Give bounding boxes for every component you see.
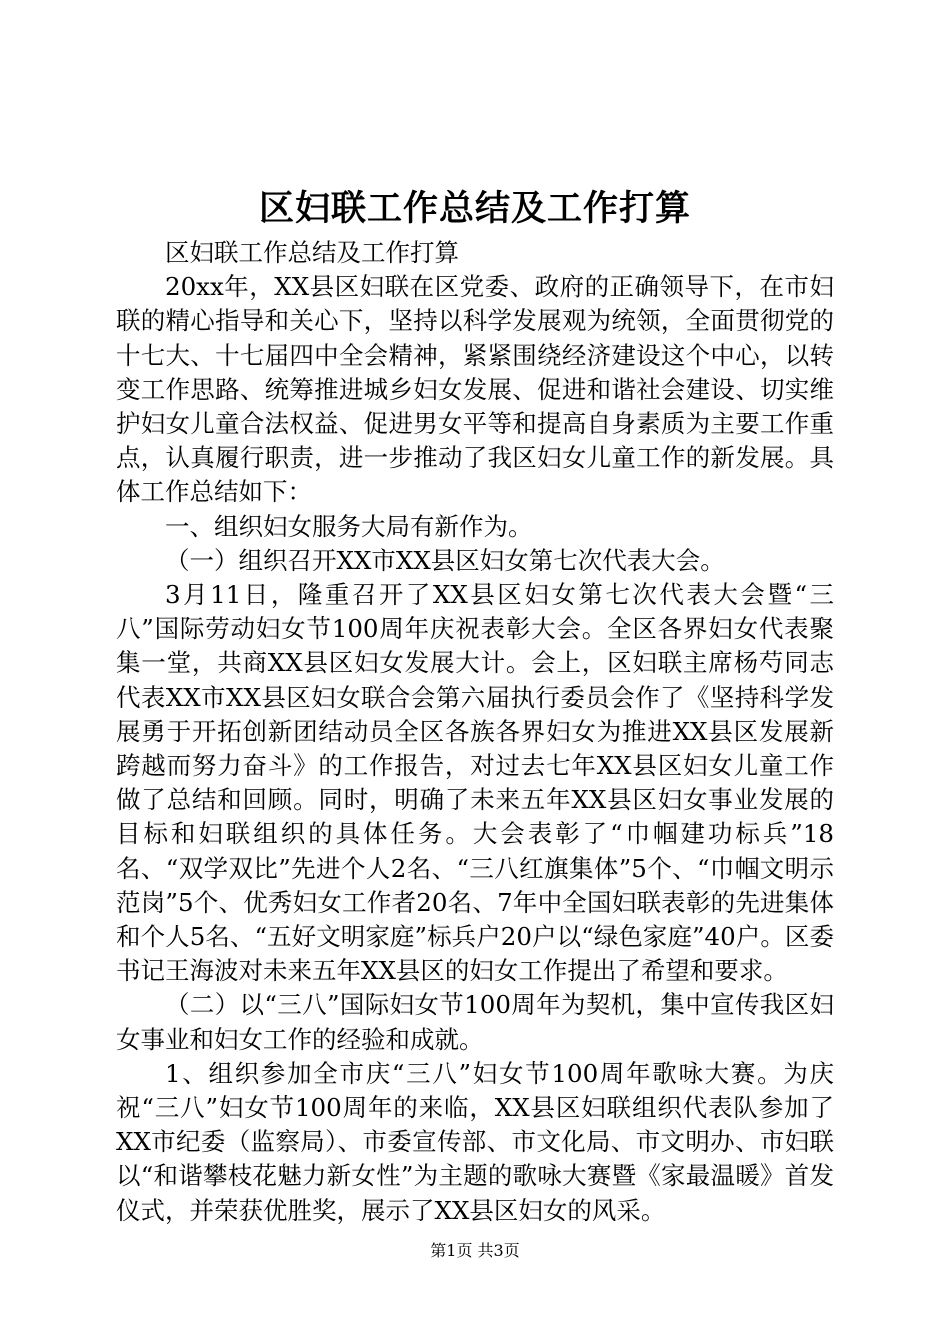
document-body <box>116 236 834 1228</box>
paragraph-subtitle: 区妇联工作总结及工作打算 <box>165 238 459 267</box>
paragraph-congress: 3月11日，隆重召开了XX县区妇女第七次代表大会暨“三八”国际劳动妇女节100周年庆祝表彰大会。全区各界妇女代表聚集一堂，共商XX县区妇女发展大计。会上，区妇联主席杨芍同志代表XX市XX县区妇女联合会第六届执行委员会作了《坚持科学发展勇于开拓创新团结动员全区各族各界妇女为推进XX县区发展新跨越而努力奋斗》的工作报告，对过去七年XX县区妇女儿童工作做了总结和回顾。同时，明确了未来五年XX县区妇女事业发展的目标和妇联组织的具体任务。大会表彰了“巾帼建功标兵”18名、“双学双比”先进个人2名、“三八红旗集体”5个、“巾帼文明示范岗”5个、优秀妇女工作者20名、7年中全国妇联表彰的先进集体和个人5名、“五好文明家庭”标兵户20户以“绿色家庭”40户。区委书记王海波对未来五年XX县区的妇女工作提出了希望和要求。 <box>116 580 834 986</box>
page-footer: 第1页 共3页 <box>430 1241 520 1260</box>
paragraph-section-heading: 一、组织妇女服务大局有新作为。 <box>165 511 533 541</box>
paragraph-intro: 20xx年，XX县区妇联在区党委、政府的正确领导下，在市妇联的精心指导和关心下，坚持以科学发展观为统领，全面贯彻党的十七大、十七届四中全会精神，紧紧围绕经济建设这个中心，以转变工作思路、统筹推进城乡妇女发展、促进和谐社会建设、切实维护妇女儿童合法权益、促进男女平等和提高自身素质为主要工作重点，认真履行职责，进一步推动了我区妇女儿童工作的新发展。具体工作总结如下： <box>116 272 834 507</box>
document-title: 区妇联工作总结及工作打算 <box>258 188 691 229</box>
paragraph-subsection-heading-2: （二）以“三八”国际妇女节100周年为契机，集中宣传我区妇女事业和妇女工作的经验和成就。 <box>116 990 834 1054</box>
paragraph-subsection-heading-1: （一）组织召开XX市XX县区妇女第七次代表大会。 <box>165 545 725 575</box>
paragraph-singing-contest: 1、组织参加全市庆“三八”妇女节100周年歌咏大赛。为庆祝“三八”妇女节100周年的来临，XX县区妇联组织代表队参加了XX市纪委（监察局）、市委宣传部、市文化局、市文明办、市妇联以“和谐攀枝花魅力新女性”为主题的歌咏大赛暨《家最温暖》首发仪式，并荣获优胜奖，展示了XX县区妇女的风采。 <box>116 1058 834 1225</box>
